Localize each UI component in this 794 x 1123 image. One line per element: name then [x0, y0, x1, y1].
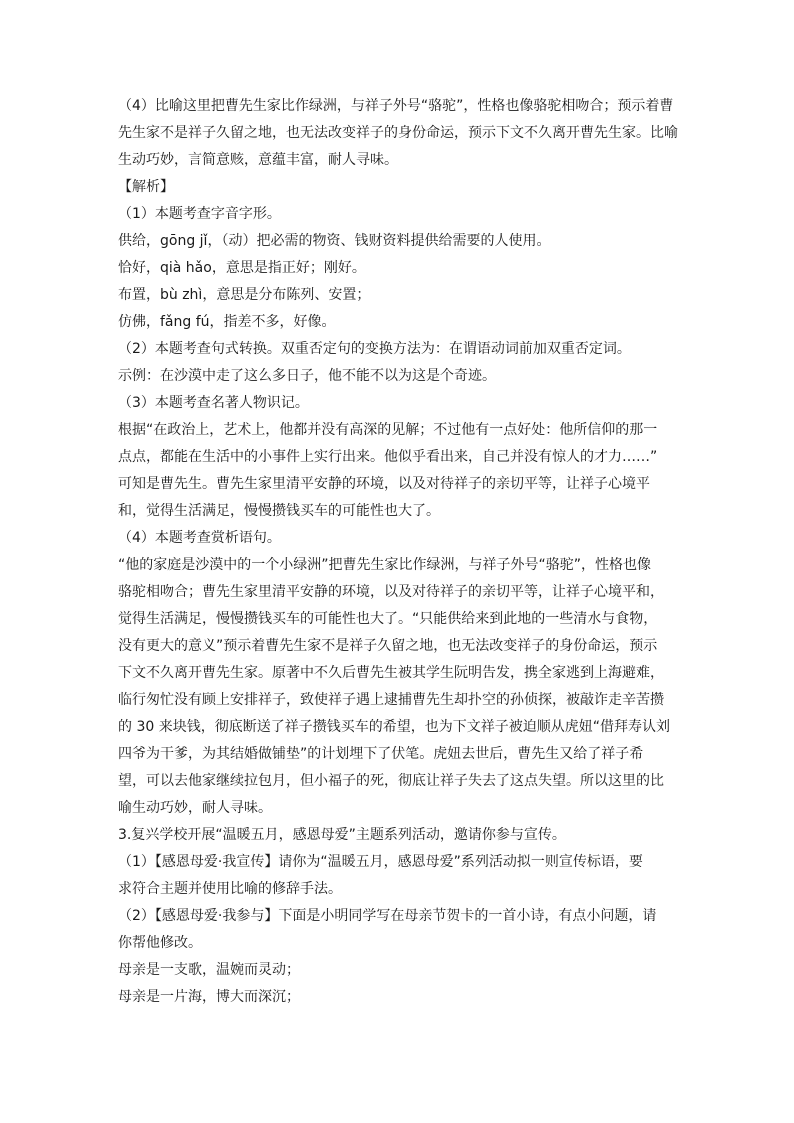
- text-line: 先生家不是祥子久留之地，也无法改变祥子的身份命运，预示下文不久离开曹先生家。比喻: [118, 125, 678, 141]
- text-line: （2）【感恩母爱·我参与】下面是小明同学写在母亲节贺卡的一首小诗，有点小问题，请: [118, 908, 657, 924]
- text-line: 你帮他修改。: [118, 935, 202, 951]
- text-line: （1）本题考查字音字形。: [118, 206, 281, 222]
- text-line: 生动巧妙，言简意赅，意蕴丰富，耐人寻味。: [118, 152, 398, 168]
- text-line: （2）本题考查句式转换。双重否定句的变换方法为：在谓语动词前加双重否定词。: [118, 341, 631, 357]
- text-line: 骆驼相吻合；曹先生家里清平安静的环境，以及对待祥子的亲切平等，让祥子心境平和，: [118, 584, 664, 600]
- poem-line: 母亲是一支歌，温婉而灵动；: [118, 962, 300, 978]
- text-line: 觉得生活满足，慢慢攒钱买车的可能性也大了。“只能供给来到此地的一些清水与食物，: [118, 611, 658, 627]
- text-line: 喻生动巧妙，耐人寻味。: [118, 800, 272, 816]
- text-line: 根据“在政治上，艺术上，他都并没有高深的见解；不过他有一点好处：他所信仰的那一: [118, 422, 658, 438]
- question-heading: 3.复兴学校开展“温暖五月，感恩母爱”主题系列活动，邀请你参与宣传。: [118, 827, 566, 843]
- text-line: 的 30 来块钱，彻底断送了祥子攒钱买车的希望，也为下文祥子被迫顺从虎妞“借拜寿认刘: [118, 719, 670, 735]
- text-line: （4）比喻这里把曹先生家比作绿洲，与祥子外号“骆驼”，性格也像骆驼相吻合；预示着曹: [118, 98, 674, 114]
- text-line: “他的家庭是沙漠中的一个小绿洲”把曹先生家比作绿洲，与祥子外号“骆驼”，性格也像: [118, 557, 652, 573]
- section-heading: 【解析】: [118, 179, 174, 195]
- text-line: 供给，gōng jǐ，（动）把必需的物资、钱财资料提供给需要的人使用。: [118, 233, 551, 249]
- text-line: 没有更大的意义”预示着曹先生家不是祥子久留之地，也无法改变祥子的身份命运，预示: [118, 638, 658, 654]
- text-line: 点点，都能在生活中的小事件上实行出来。他似乎看出来，自己并没有惊人的才力……”: [118, 449, 658, 465]
- text-line: 和，觉得生活满足，慢慢攒钱买车的可能性也大了。: [118, 503, 440, 519]
- text-line: 四爷为干爹，为其结婚做铺垫”的计划埋下了伏笔。虎妞去世后，曹先生又给了祥子希: [118, 746, 644, 762]
- text-line: 示例：在沙漠中走了这么多日子，他不能不以为这是个奇迹。: [118, 368, 496, 384]
- text-line: 可知是曹先生。曹先生家里清平安静的环境，以及对待祥子的亲切平等，让祥子心境平: [118, 476, 650, 492]
- document-body: [118, 93, 680, 1011]
- text-line: 下文不久离开曹先生家。原著中不久后曹先生被其学生阮明告发，携全家逃到上海避难，: [118, 665, 664, 681]
- text-line: （4）本题考查赏析语句。: [118, 530, 281, 546]
- text-line: 布置，bù zhì，意思是分布陈列、安置；: [118, 287, 371, 303]
- text-line: 望，可以去他家继续拉包月，但小福子的死，彻底让祥子失去了这点失望。所以这里的比: [118, 773, 664, 789]
- text-line: （3）本题考查名著人物识记。: [118, 395, 309, 411]
- poem-line: 母亲是一片海，博大而深沉；: [118, 989, 300, 1005]
- text-line: 临行匆忙没有顾上安排祥子，致使祥子遇上逮捕曹先生却扑空的孙侦探，被敲诈走辛苦攒: [118, 692, 664, 708]
- text-line: 恰好，qià hǎo，意思是指正好；刚好。: [118, 260, 366, 276]
- text-line: （1）【感恩母爱·我宣传】请你为“温暖五月，感恩母爱”系列活动拟一则宣传标语，要: [118, 854, 643, 870]
- text-line: 仿佛，fǎng fú，指差不多，好像。: [118, 314, 336, 330]
- text-line: 求符合主题并使用比喻的修辞手法。: [118, 881, 342, 897]
